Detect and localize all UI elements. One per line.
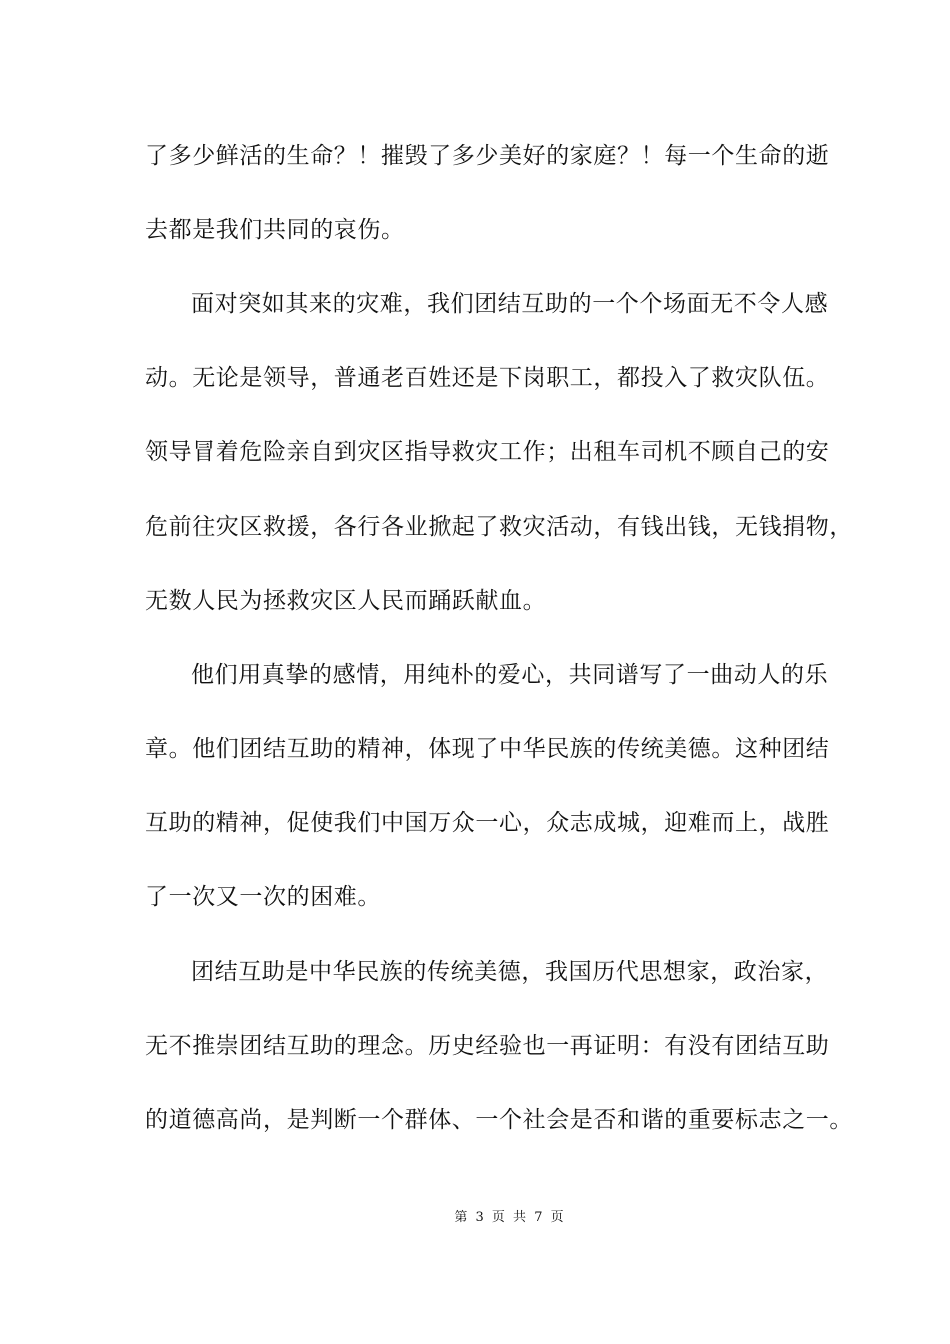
text-line: 的道德高尚，是判断一个群体、一个社会是否和谐的重要标志之一。 <box>145 1107 853 1133</box>
page-number-footer: 第 3 页 共 7 页 <box>454 1210 566 1225</box>
text-line: 危前往灾区救援，各行各业掀起了救灾活动，有钱出钱，无钱捐物， <box>145 514 853 540</box>
text-line: 无不推崇团结互助的理念。历史经验也一再证明：有没有团结互助 <box>145 1033 830 1059</box>
text-line: 动。无论是领导，普通老百姓还是下岗职工，都投入了救灾队伍。 <box>145 365 830 391</box>
text-line: 无数人民为拯救灾区人民而踊跃献血。 <box>145 588 547 614</box>
text-line: 领导冒着危险亲自到灾区指导救灾工作；出租车司机不顾自己的安 <box>145 439 830 465</box>
paragraph-start-line: 团结互助是中华民族的传统美德，我国历代思想家，政治家， <box>191 959 829 985</box>
text-line: 互助的精神，促使我们中国万众一心，众志成城，迎难而上，战胜 <box>145 810 830 836</box>
paragraph-start-line: 面对突如其来的灾难，我们团结互助的一个个场面无不令人感 <box>191 291 829 317</box>
text-line: 章。他们团结互助的精神，体现了中华民族的传统美德。这种团结 <box>145 736 830 762</box>
text-line: 去都是我们共同的哀伤。 <box>145 217 405 243</box>
text-line: 了多少鲜活的生命？！摧毁了多少美好的家庭？！每一个生命的逝 <box>145 143 830 169</box>
text-line: 了一次又一次的困难。 <box>145 884 381 910</box>
paragraph-start-line: 他们用真挚的感情，用纯朴的爱心，共同谱写了一曲动人的乐 <box>191 662 829 688</box>
